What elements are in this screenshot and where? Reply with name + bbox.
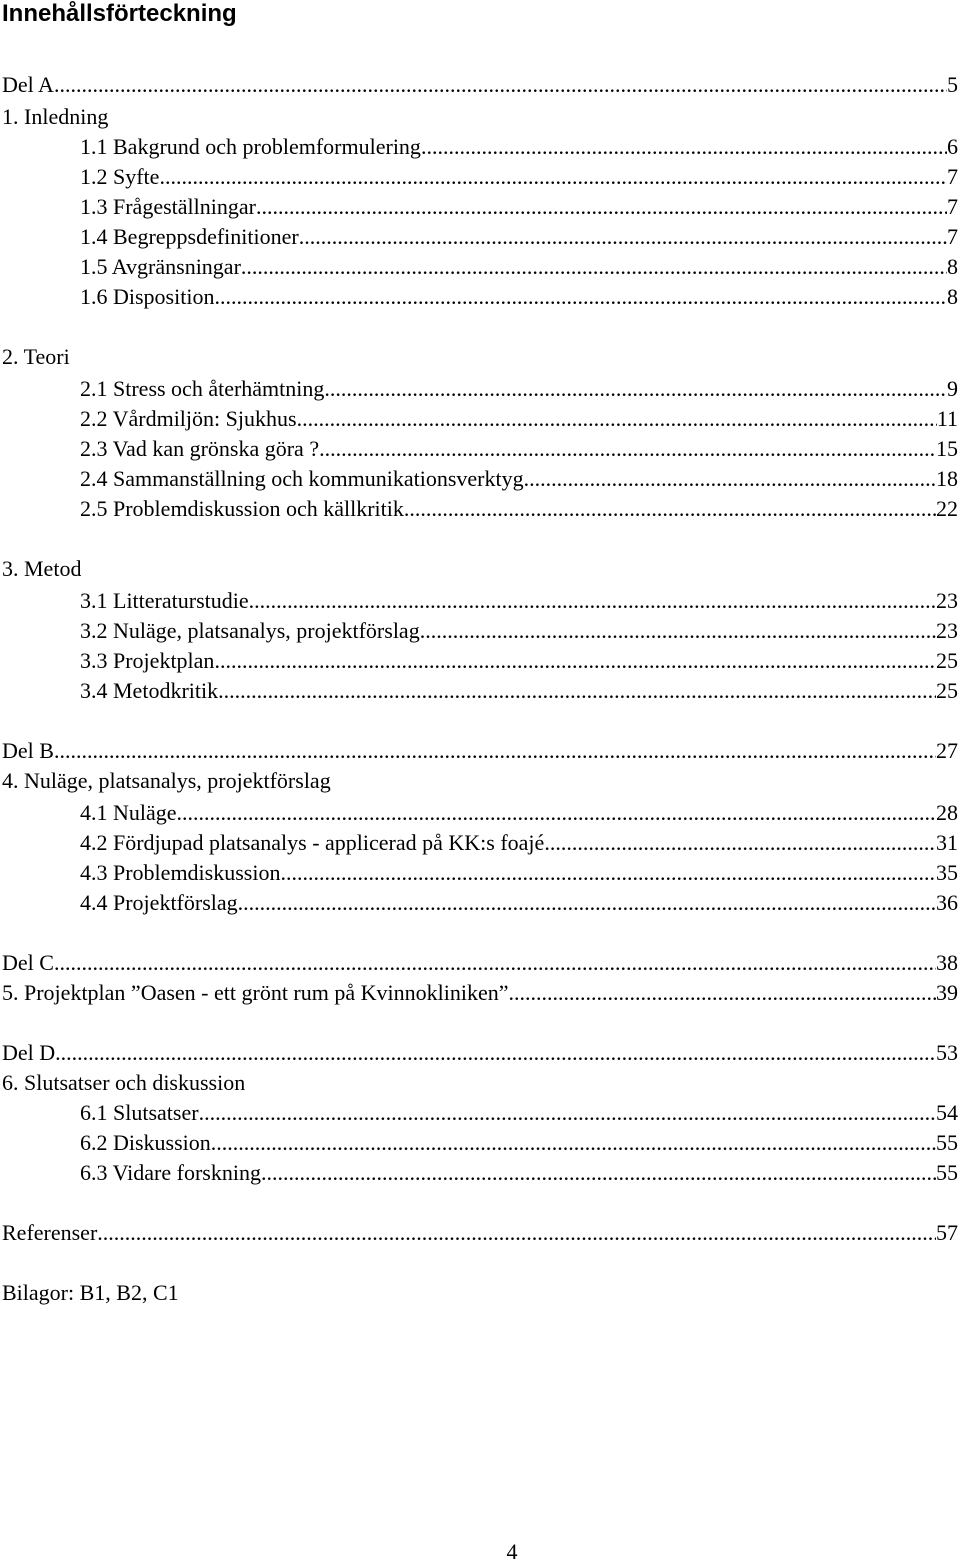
toc-entry-page: 31 [936,830,958,855]
toc-entry-title: 2.5 Problemdiskussion och källkritik [80,496,404,521]
toc-entry [2,1068,245,1098]
toc-leader-dots [97,1218,936,1248]
toc-leader-dots [297,404,937,434]
page-number: 4 [506,1539,518,1564]
toc-entry-page: 27 [936,738,958,763]
toc-entry-title: 1.1 Bakgrund och problemformulering [80,134,421,159]
toc-entry [80,646,958,676]
toc-entry-page: 53 [936,1040,958,1065]
toc-entry [2,70,958,100]
toc-entry [80,434,958,464]
toc-entry [2,342,70,372]
toc-entry [80,404,958,434]
toc-entry-title: 1.5 Avgränsningar [80,254,241,279]
toc-entry [80,282,958,312]
toc-entry-page: 25 [936,678,958,703]
toc-entry-page: 8 [947,284,958,309]
toc-leader-dots [55,1038,936,1068]
toc-leader-dots [241,252,947,282]
toc-entry-page: 28 [936,800,958,825]
toc-entry-title: 1.6 Disposition [80,284,215,309]
toc-entry-page: 23 [936,618,958,643]
toc-entry-title: 3. Metod [2,556,82,581]
toc-leader-dots [249,586,936,616]
toc-entry [80,132,958,162]
toc-entry-title: 6.1 Slutsatser [80,1100,199,1125]
toc-leader-dots [544,828,936,858]
toc-entry [80,1098,958,1128]
toc-leader-dots [509,978,937,1008]
toc-entry-title: 3.2 Nuläge, platsanalys, projektförslag [80,618,420,643]
toc-entry-title: Referenser [2,1220,98,1245]
toc-entry [80,374,958,404]
toc-entry-page: 7 [947,224,958,249]
toc-entry [2,766,331,796]
toc-leader-dots [199,1098,936,1128]
toc-entry-title: Del D [2,1040,56,1065]
toc-leader-dots [218,676,936,706]
toc-entry-page: 22 [936,496,958,521]
toc-entry-title: 2.1 Stress och återhämtning [80,376,325,401]
toc-entry [80,222,958,252]
toc-leader-dots [214,282,947,312]
toc-entry-page: 7 [947,164,958,189]
toc-entry-page: 36 [936,890,958,915]
toc-leader-dots [261,1158,936,1188]
toc-entry-title: 4.4 Projektförslag [80,890,238,915]
toc-leader-dots [211,1128,936,1158]
toc-entry-page: 25 [936,648,958,673]
toc-leader-dots [214,646,936,676]
toc-entry-title: Del C [2,950,54,975]
toc-entry-title: 2. Teori [2,344,70,369]
toc-leader-dots [319,434,936,464]
toc-leader-dots [324,374,947,404]
toc-entry-title: 3.1 Litteraturstudie [80,588,249,613]
toc-entry-page: 23 [936,588,958,613]
toc-entry [2,736,958,766]
toc-entry-page: 18 [936,466,958,491]
toc-leader-dots [159,162,947,192]
toc-entry-page: 54 [936,1100,958,1125]
toc-entry-title: 4.1 Nuläge [80,800,177,825]
toc-entry [2,554,81,584]
toc-entry-title: Del B [2,738,54,763]
toc-entry [80,798,958,828]
toc-entry-title: 4. Nuläge, platsanalys, projektförslag [2,768,331,793]
toc-leader-dots [280,858,936,888]
toc-entry-title: Del A [2,72,54,97]
toc-entry [80,162,958,192]
toc-entry-page: 35 [936,860,958,885]
toc-entry-page: 38 [936,950,958,975]
toc-leader-dots [421,132,947,162]
toc-leader-dots [54,70,947,100]
toc-leader-dots [177,798,936,828]
toc-entry [80,1158,958,1188]
toc-entry-title: 2.3 Vad kan grönska göra ? [80,436,320,461]
toc-entry [2,1038,958,1068]
toc-entry [80,616,958,646]
toc-entry-page: 5 [947,72,958,97]
toc-entry [80,858,958,888]
toc-entry-page: 8 [947,254,958,279]
toc-entry [80,252,958,282]
toc-entry [80,494,958,524]
toc-entry-page: 15 [936,436,958,461]
toc-entry [80,676,958,706]
toc-entry-title: 1.2 Syfte [80,164,160,189]
toc-entry-title: 6.2 Diskussion [80,1130,211,1155]
toc-entry-title: 2.2 Vårdmiljön: Sjukhus [80,406,297,431]
toc-leader-dots [54,736,936,766]
toc-entry [80,586,958,616]
toc-entry-title: 2.4 Sammanställning och kommunikationsverktyg [80,466,524,491]
toc-entry [80,888,958,918]
toc-entry-title: 6.3 Vidare forskning [80,1160,261,1185]
toc-entry-page: 55 [936,1130,958,1155]
toc-entry [2,978,958,1008]
toc-leader-dots [420,616,936,646]
toc-entry [80,1128,958,1158]
toc-entry-page: 57 [936,1220,958,1245]
toc-leader-dots [404,494,936,524]
toc-entry [2,1218,958,1248]
toc-entry-title: 5. Projektplan ”Oasen - ett grönt rum på Kvinnokliniken” [2,980,509,1005]
toc-entry [80,464,958,494]
toc-entry-title: 6. Slutsatser och diskussion [2,1070,246,1095]
toc-heading: Innehållsförteckning [2,0,237,27]
toc-entry [80,828,958,858]
toc-leader-dots [54,948,936,978]
toc-entry-page: 6 [947,134,958,159]
toc-entry-page: 55 [936,1160,958,1185]
toc-leader-dots [524,464,936,494]
toc-entry-page: 7 [947,194,958,219]
toc-entry-title: 3.4 Metodkritik [80,678,219,703]
toc-entry-title: 4.2 Fördjupad platsanalys - applicerad på KK:s foajé [80,830,545,855]
toc-entry-page: 9 [947,376,958,401]
toc-entry-title: Bilagor: B1, B2, C1 [2,1280,179,1305]
toc-entry [80,192,958,222]
toc-entry [2,1278,179,1308]
toc-entry [2,102,108,132]
toc-entry-title: 1. Inledning [2,104,109,129]
toc-entry-title: 1.4 Begreppsdefinitioner [80,224,299,249]
toc-entry-title: 1.3 Frågeställningar [80,194,256,219]
toc-entry-title: 4.3 Problemdiskussion [80,860,281,885]
toc-entry-title: 3.3 Projektplan [80,648,215,673]
toc-entry [2,948,958,978]
toc-entry-page: 11 [936,406,958,431]
toc-leader-dots [256,192,947,222]
toc-leader-dots [299,222,947,252]
toc-entry-page: 39 [936,980,958,1005]
toc-leader-dots [238,888,936,918]
